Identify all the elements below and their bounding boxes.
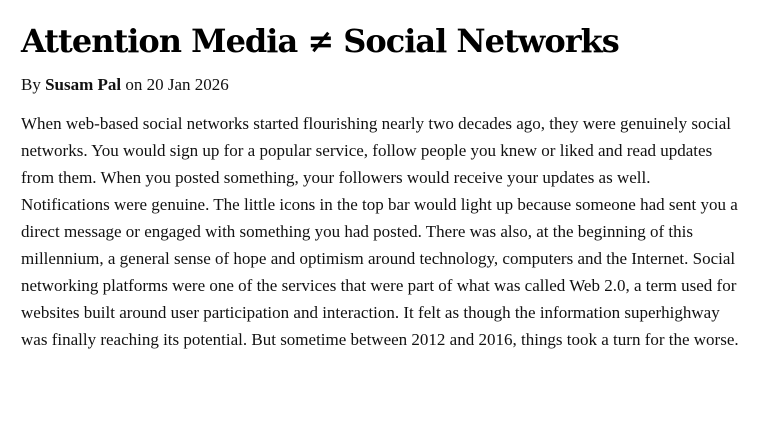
article-paragraph: When web-based social networks started flourishing nearly two decades ago, they were genuinely social networks. You would sign up for a popular service, follow people you knew or liked and read updates from them. When you posted something, your followers would receive your updates as well. Notifications were genuine. The little icons in the top bar would light up because someone had sent you a direct message or engaged with something you had posted. There was also, at the beginning of this millennium, a general sense of hope and optimism around technology, computers and the Internet. Social networking platforms were one of the services that were part of what was called Web 2.0, a term used for websites built around user participation and interaction. It felt as though the information superhighway was finally reaching its potential. But sometime between 2012 and 2016, things took a turn for the worse. xyxy=(21,114,739,349)
byline-on: on xyxy=(125,75,143,94)
author-name: Susam Pal xyxy=(45,75,122,94)
byline-prefix: By xyxy=(21,75,41,94)
publish-date: 20 Jan 2026 xyxy=(146,75,229,94)
byline xyxy=(21,73,741,97)
article-title: Attention Media ≠ Social Networks xyxy=(21,22,619,60)
